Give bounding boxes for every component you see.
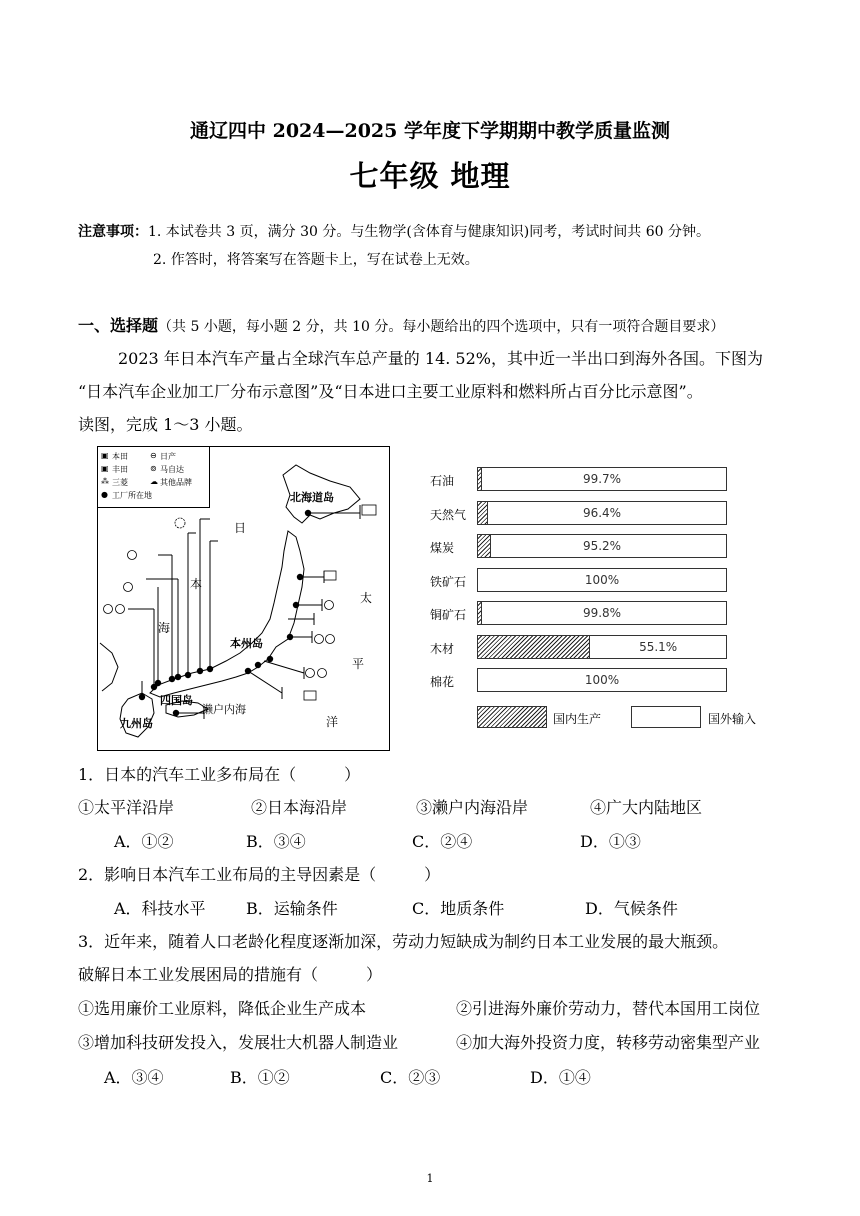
toyota-icon: ▣	[101, 464, 109, 473]
q3-item-2: ②引进海外廉价劳动力，替代本国用工岗位	[456, 999, 761, 1018]
intro-line1: 2023 年日本汽车产量占全球汽车总产量的 14. 52%，其中近一半出口到海外各国。下图为	[118, 349, 763, 368]
label-hokkaido: 北海道岛	[290, 491, 334, 504]
label-ocean-ping: 平	[352, 657, 365, 671]
q3-item-4: ④加大海外投资力度，转移劳动密集型产业	[456, 1033, 761, 1052]
q1-option-c[interactable]: C．②④	[412, 832, 473, 851]
bar-label: 天然气	[430, 507, 467, 522]
label-shikoku: 四国岛	[160, 694, 193, 707]
notes-label: 注意事项：	[78, 224, 148, 240]
legend-mazda: 马自达	[160, 465, 184, 474]
leader-lines	[128, 505, 360, 719]
q2-option-d[interactable]: D．气候条件	[585, 899, 678, 918]
label-sea-ben: 本	[190, 577, 203, 591]
bar-value-label: 55.1%	[639, 639, 678, 654]
bar	[477, 501, 727, 525]
q1-option-d[interactable]: D．①③	[580, 832, 641, 851]
legend-factory: 工厂所在地	[112, 491, 152, 500]
legend-nissan: 日产	[160, 452, 176, 461]
bar-label: 木材	[430, 641, 455, 656]
q1-option-b[interactable]: B．③④	[246, 832, 306, 851]
nissan-icon: ⊖	[150, 451, 157, 460]
bar-label: 铜矿石	[430, 608, 467, 622]
intro-line3: 读图，完成 1～3 小题。	[78, 415, 253, 434]
q1-stem: 1．日本的汽车工业多布局在（ ）	[78, 765, 361, 784]
q1-item-1: ①太平洋沿岸	[78, 798, 175, 817]
legend-other: 其他品牌	[160, 478, 192, 487]
factory-dots	[139, 510, 311, 716]
q2-option-b[interactable]: B．运输条件	[246, 899, 338, 918]
label-sea-ri: 日	[234, 521, 247, 535]
q3-option-c[interactable]: C．②③	[380, 1068, 441, 1087]
q3-stem: 3．近年来，随着人口老龄化程度逐渐加深，劳动力短缺成为制约日本工业发展的最大瓶颈。	[78, 932, 729, 951]
bar	[477, 635, 727, 659]
bar-value-label: 99.7%	[582, 472, 622, 486]
intro-line2: “日本汽车企业加工厂分布示意图”及“日本进口主要工业原料和燃料所占百分比示意图”。	[78, 382, 703, 401]
map-legend	[97, 446, 210, 508]
bar	[477, 568, 727, 592]
legend-mitsubishi: 三菱	[112, 478, 128, 487]
label-ocean-yang: 洋	[326, 715, 339, 729]
factory-dot-icon: ●	[101, 490, 108, 499]
q3-item-3: ③增加科技研发投入，发展壮大机器人制造业	[78, 1033, 399, 1052]
q3-option-b[interactable]: B．①②	[230, 1068, 290, 1087]
bar-value-label: 96.4%	[582, 505, 622, 520]
other-brand-icon: ☁	[150, 477, 158, 486]
bar-value-label: 100%	[584, 673, 620, 687]
q2-stem: 2．影响日本汽车工业布局的主导因素是（ ）	[78, 865, 441, 884]
section-desc: （共 5 小题，每小题 2 分，共 10 分。每小题给出的四个选项中，只有一项符合题目要求）	[158, 319, 725, 335]
bar-label: 石油	[430, 474, 455, 488]
label-seto: 濑户内海	[202, 703, 246, 716]
label-honshu: 本州岛	[230, 637, 263, 650]
q1-item-3: ③濑户内海沿岸	[416, 798, 529, 817]
q1-item-2: ②日本海沿岸	[251, 798, 348, 817]
q2-option-c[interactable]: C．地质条件	[412, 899, 505, 918]
legend-domestic-label: 国内生产	[553, 712, 602, 726]
section-heading	[78, 313, 724, 336]
honda-icon: ▣	[101, 451, 109, 460]
page-number: 1	[426, 1172, 434, 1185]
q3-stem2: 破解日本工业发展困局的措施有（ ）	[78, 965, 383, 984]
korea-coast	[100, 643, 118, 691]
bar-domestic-segment	[478, 636, 590, 658]
bar-value-label: 100%	[584, 572, 620, 587]
q2-option-a[interactable]: A．科技水平	[114, 899, 206, 918]
label-sea-hai: 海	[158, 621, 171, 635]
bar-label: 铁矿石	[430, 574, 467, 589]
label-kyushu: 九州岛	[120, 717, 153, 730]
exam-title: 通辽四中 2024—2025 学年度下学期期中教学质量监测	[190, 120, 670, 142]
notes-text1: 1. 本试卷共 3 页，满分 30 分。与生物学(含体育与健康知识)同考，考试时间共 60 分钟。	[148, 224, 710, 240]
section-title: 一、选择题	[78, 316, 159, 335]
honshu-outline	[150, 531, 304, 697]
bar	[477, 534, 727, 558]
q1-item-4: ④广大内陆地区	[590, 798, 703, 817]
bar-label: 煤炭	[430, 541, 455, 555]
bar-value-label: 95.2%	[582, 539, 622, 553]
legend-domestic-swatch	[477, 706, 547, 728]
legend-toyota: 丰田	[112, 465, 128, 474]
mitsubishi-icon: ⁂	[101, 477, 109, 486]
bar	[477, 668, 727, 692]
notes-line1	[78, 221, 710, 241]
legend-honda: 本田	[112, 452, 128, 461]
q3-item-1: ①选用廉价工业原料，降低企业生产成本	[78, 999, 367, 1018]
label-ocean-tai: 太	[360, 591, 373, 605]
q3-option-d[interactable]: D．①④	[530, 1068, 591, 1087]
bar	[477, 467, 727, 491]
exam-subject: 七年级 地理	[349, 159, 511, 193]
bar	[477, 601, 727, 625]
bar-value-label: 99.8%	[582, 606, 622, 620]
bar-label: 棉花	[430, 675, 455, 689]
legend-import-swatch	[631, 706, 701, 728]
legend-import-label: 国外输入	[708, 712, 757, 726]
notes-line2: 2. 作答时，将答案写在答题卡上，写在试卷上无效。	[153, 252, 479, 268]
mazda-icon: ⊚	[150, 464, 157, 473]
q3-option-a[interactable]: A．③④	[104, 1068, 164, 1087]
q1-option-a[interactable]: A．①②	[114, 832, 174, 851]
japan-factory-map	[97, 446, 390, 751]
